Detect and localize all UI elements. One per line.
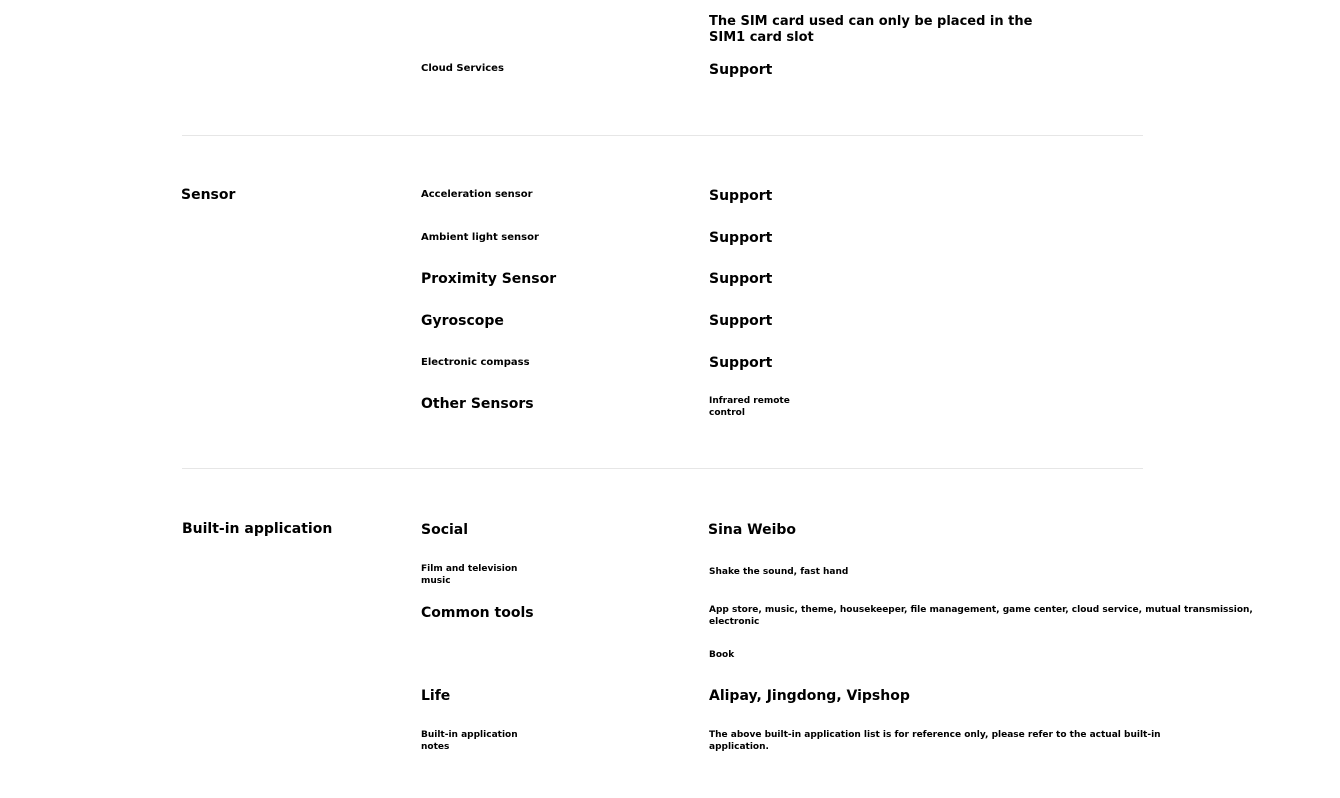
divider-top — [182, 135, 1143, 136]
spec-label-film-music — [421, 563, 517, 587]
spec-label-proximity: Proximity Sensor — [421, 271, 557, 287]
spec-label-social: Social — [421, 522, 469, 538]
spec-value-acceleration: Support — [709, 188, 773, 204]
other-sensors-line1: Infrared remote — [709, 396, 790, 406]
notes-label-line2: notes — [421, 742, 450, 752]
section-title-sensor: Sensor — [181, 187, 236, 203]
sim-note — [709, 14, 1032, 46]
notes-label-line1: Built-in application — [421, 730, 518, 740]
spec-value-ambient-light: Support — [709, 230, 773, 246]
sim-note-line2: SIM1 card slot — [709, 30, 814, 45]
spec-label-other-sensors: Other Sensors — [421, 396, 534, 412]
spec-value-life: Alipay, Jingdong, Vipshop — [709, 688, 910, 704]
spec-value-common-tools-book: Book — [709, 650, 735, 660]
tools-value-line2: electronic — [709, 617, 760, 627]
film-label-line2: music — [421, 576, 451, 586]
sim-note-line1: The SIM card used can only be placed in the — [709, 14, 1033, 29]
spec-value-gyroscope: Support — [709, 313, 773, 329]
notes-value-line2: application. — [709, 742, 769, 752]
spec-label-compass: Electronic compass — [421, 357, 530, 368]
spec-label-acceleration: Acceleration sensor — [421, 189, 533, 200]
cloud-services-label: Cloud Services — [421, 63, 504, 74]
spec-label-life: Life — [421, 688, 451, 704]
section-title-builtin: Built-in application — [182, 521, 333, 537]
film-label-line1: Film and television — [421, 564, 518, 574]
spec-value-proximity: Support — [709, 271, 773, 287]
notes-value-line1: The above built-in application list is for reference only, please refer to the actual built-in — [709, 730, 1161, 740]
spec-label-ambient-light: Ambient light sensor — [421, 232, 539, 243]
spec-value-builtin-notes — [709, 729, 1161, 753]
spec-value-other-sensors — [709, 395, 790, 419]
divider-middle — [182, 468, 1143, 469]
spec-value-compass: Support — [709, 355, 773, 371]
spec-label-common-tools: Common tools — [421, 605, 534, 621]
other-sensors-line2: control — [709, 408, 745, 418]
spec-value-social: Sina Weibo — [708, 522, 797, 538]
spec-label-gyroscope: Gyroscope — [421, 313, 504, 329]
spec-value-film-music: Shake the sound, fast hand — [709, 567, 849, 577]
cloud-services-value: Support — [709, 62, 773, 78]
spec-value-common-tools — [709, 604, 1253, 628]
tools-value-line1: App store, music, theme, housekeeper, file management, game center, cloud service, mutual transmission, — [709, 605, 1253, 615]
spec-label-builtin-notes — [421, 729, 518, 753]
